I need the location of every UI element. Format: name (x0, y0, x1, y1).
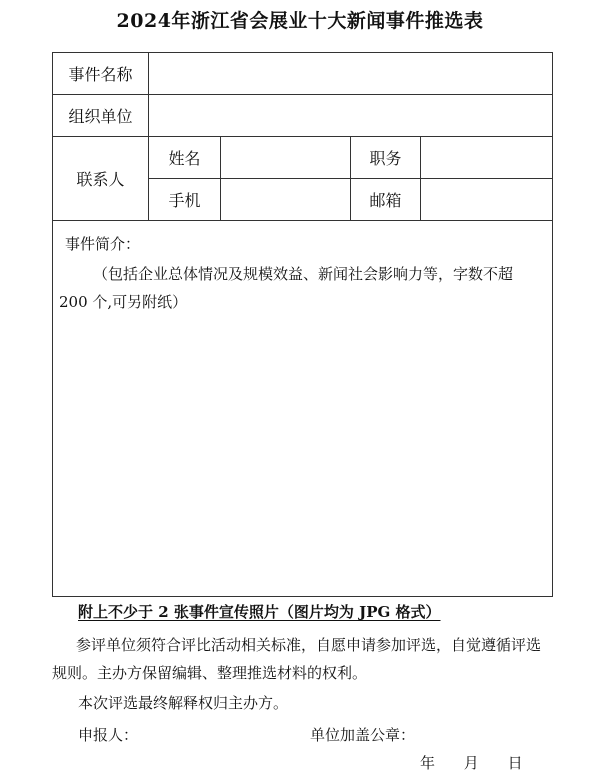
summary-field[interactable] (53, 221, 553, 597)
event-name-field[interactable] (149, 53, 553, 95)
contact-label: 联系人 (53, 137, 149, 221)
name-label: 姓名 (149, 137, 221, 179)
page-title: 2024年浙江省会展业十大新闻事件推选表 (116, 10, 484, 32)
date-line (420, 752, 547, 773)
phone-label: 手机 (149, 179, 221, 221)
applicant-label: 申报人： (78, 726, 139, 744)
month-label: 月 (463, 754, 479, 772)
year-label: 年 (420, 754, 436, 772)
organization-row (53, 95, 553, 137)
organization-field[interactable] (149, 95, 553, 137)
event-name-label: 事件名称 (53, 53, 149, 95)
nomination-form-table (52, 52, 553, 597)
name-field[interactable] (221, 137, 351, 179)
organization-label: 组织单位 (53, 95, 149, 137)
stamp-label: 单位加盖公章： (310, 726, 416, 744)
day-label: 日 (507, 754, 523, 772)
summary-row (53, 221, 553, 597)
summary-label: 事件简介： (65, 235, 141, 253)
position-field[interactable] (421, 137, 553, 179)
phone-field[interactable] (221, 179, 351, 221)
interpretation-paragraph: 本次评选最终解释权归主办方。 (78, 694, 289, 712)
email-label: 邮箱 (351, 179, 421, 221)
email-field[interactable] (421, 179, 553, 221)
event-name-row (53, 53, 553, 95)
position-label: 职务 (351, 137, 421, 179)
contact-row-1 (53, 137, 553, 179)
eligibility-paragraph: 参评单位须符合评比活动相关标准，自愿申请参加评选，自觉遵循评选规则。主办方保留编辑、整理推选材料的权利。 (52, 636, 542, 682)
attachment-note: 附上不少于 2 张事件宣传照片（图片均为 JPG 格式） (78, 603, 441, 621)
summary-hint: （包括企业总体情况及规模效益、新闻社会影响力等，字数不超 200 个,可另附纸） (59, 265, 514, 311)
